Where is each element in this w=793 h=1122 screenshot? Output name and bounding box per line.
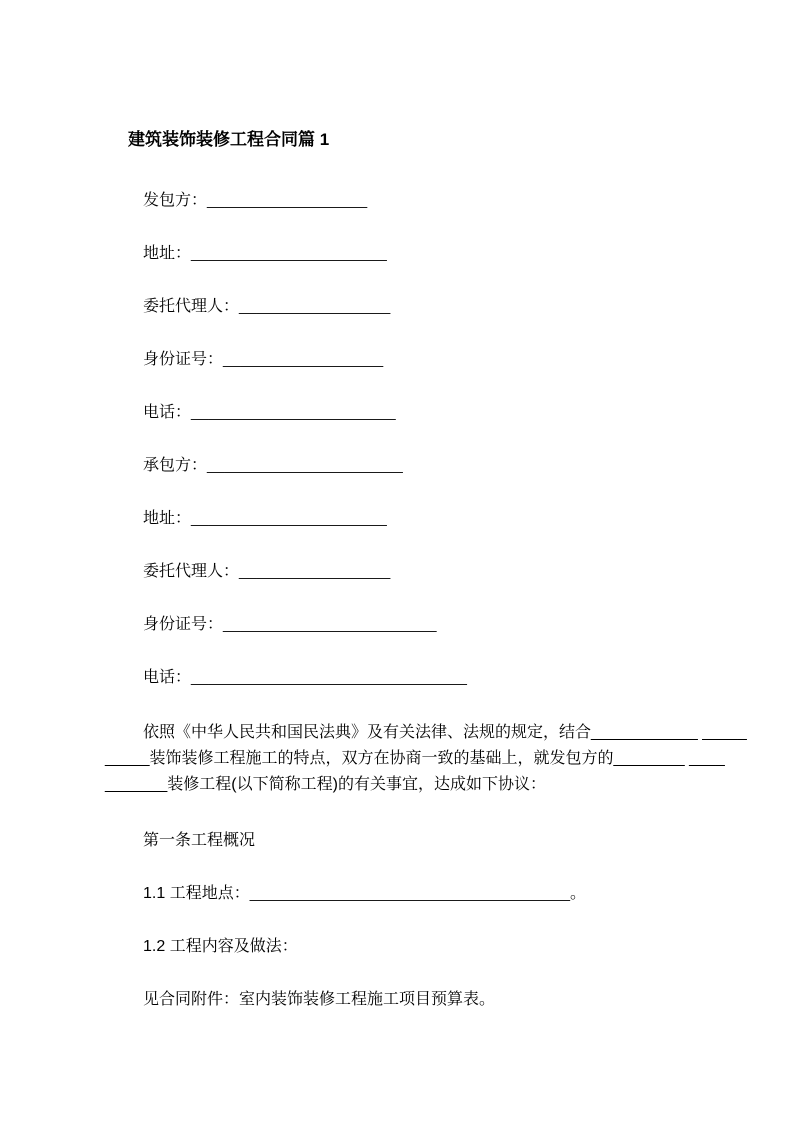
blank-line: ____________________________________ — [249, 885, 571, 902]
field-row-phone-a — [143, 402, 700, 423]
blank-line: _________________ — [239, 563, 391, 580]
blank-line: ________________________ — [223, 616, 437, 633]
blank-line: __________________ — [223, 351, 384, 368]
field-label: 承包方： — [143, 457, 208, 474]
field-label: 地址： — [143, 245, 192, 262]
field-row-address-b — [143, 508, 700, 529]
clause-1-1-project-location — [143, 883, 700, 904]
blank-line: ______________________ — [207, 457, 403, 474]
intro-line: _______装修工程(以下简称工程)的有关事宜，达成如下协议： — [105, 776, 546, 793]
field-label: 委托代理人： — [143, 298, 240, 315]
blank-line: ______________________ — [191, 510, 387, 527]
field-row-agent-b — [143, 561, 700, 582]
intro-line: _____装饰装修工程施工的特点，双方在协商一致的基础上，就发包方的________ ____ — [105, 750, 725, 767]
field-row-party-b — [143, 455, 700, 476]
field-label: 身份证号： — [143, 616, 224, 633]
blank-line: _________________ — [239, 298, 391, 315]
field-row-address-a — [143, 243, 700, 264]
field-row-id-number-a — [143, 349, 700, 370]
blank-line: ______________________ — [191, 245, 387, 262]
field-row-party-a — [143, 190, 700, 211]
field-row-id-number-b — [143, 614, 700, 635]
attachment-note: 见合同附件：室内装饰装修工程施工项目预算表。 — [143, 991, 496, 1008]
field-label: 身份证号： — [143, 351, 224, 368]
section-heading-article-1: 第一条工程概况 — [143, 832, 256, 849]
intro-line: 依照《中华人民共和国民法典》及有关法律、法规的规定，结合____________ _____ — [143, 724, 747, 741]
clause-label: 1.1 工程地点： — [143, 885, 250, 902]
blank-line: _______________________ — [191, 404, 396, 421]
intro-paragraph — [105, 720, 747, 798]
clause-1-2-project-content: 1.2 工程内容及做法： — [143, 938, 298, 955]
field-label: 发包方： — [143, 192, 208, 209]
clause-suffix: 。 — [570, 885, 587, 902]
document-title: 建筑装饰装修工程合同篇 1 — [128, 130, 330, 149]
field-label: 地址： — [143, 510, 192, 527]
blank-line: _______________________________ — [191, 669, 467, 686]
field-label: 电话： — [143, 669, 192, 686]
field-row-phone-b — [143, 667, 700, 688]
field-label: 委托代理人： — [143, 563, 240, 580]
field-row-agent-a — [143, 296, 700, 317]
blank-line: __________________ — [207, 192, 368, 209]
field-label: 电话： — [143, 404, 192, 421]
